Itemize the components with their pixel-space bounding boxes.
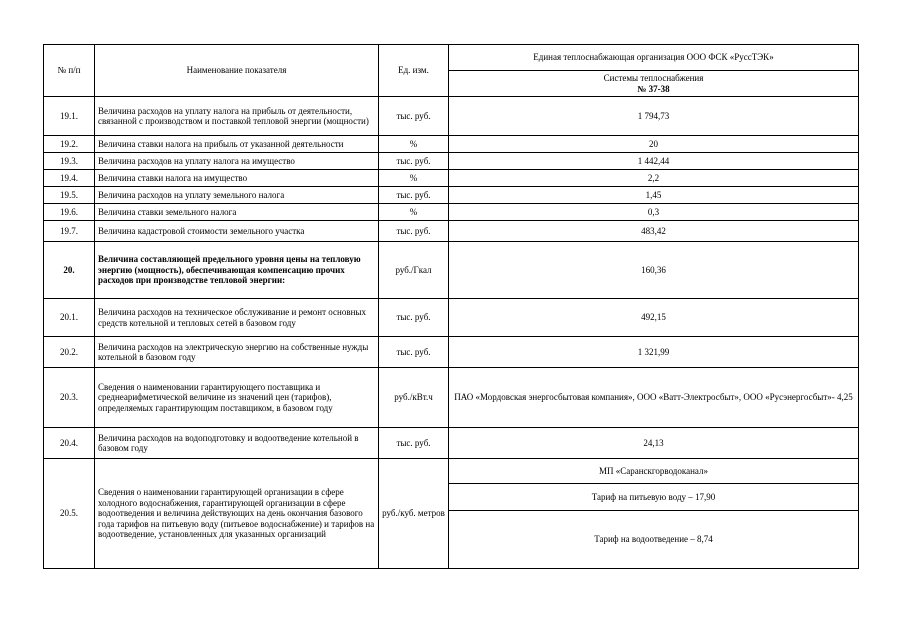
row-value: 160,36 [449, 242, 859, 299]
row-value: 1 442,44 [449, 153, 859, 170]
row-value: МП «Саранскгорводоканал» [449, 459, 859, 484]
row-unit: тыс. руб. [379, 153, 449, 170]
table-row [44, 368, 859, 428]
row-name: Величина расходов на уплату налога на прибыль от деятельности, связанной с производством и поставкой тепловой энергии (мощности) [95, 97, 379, 136]
row-num: 19.5. [44, 187, 95, 204]
row-value: 2,2 [449, 170, 859, 187]
row-num: 20.3. [44, 368, 95, 428]
table-row [44, 170, 859, 187]
row-unit: руб./Гкал [379, 242, 449, 299]
row-unit: тыс. руб. [379, 97, 449, 136]
row-value: 1 321,99 [449, 337, 859, 368]
row-unit: тыс. руб. [379, 428, 449, 459]
row-unit: % [379, 136, 449, 153]
tariff-table [43, 44, 859, 569]
header-unit: Ед. изм. [379, 45, 449, 97]
row-value: Тариф на водоотведение – 8,74 [449, 511, 859, 569]
row-name: Величина расходов на электрическую энергию на собственные нужды котельной в базовом году [95, 337, 379, 368]
row-name: Величина кадастровой стоимости земельного участка [95, 221, 379, 242]
row-num: 20.2. [44, 337, 95, 368]
row-value: 492,15 [449, 299, 859, 337]
row-num: 19.2. [44, 136, 95, 153]
row-value: 1,45 [449, 187, 859, 204]
row-value: Тариф на питьевую воду – 17,90 [449, 484, 859, 511]
row-num: 19.7. [44, 221, 95, 242]
row-unit: руб./куб. метров [379, 459, 449, 569]
row-num: 20. [44, 242, 95, 299]
row-unit: руб./кВт.ч [379, 368, 449, 428]
row-value: ПАО «Мордовская энергосбытовая компания», ООО «Ватт-Электросбыт», ООО «Русэнергосбыт»- 4,25 [449, 368, 859, 428]
row-num: 19.4. [44, 170, 95, 187]
header-name: Наименование показателя [95, 45, 379, 97]
row-unit: % [379, 170, 449, 187]
row-value: 1 794,73 [449, 97, 859, 136]
row-name: Величина расходов на техническое обслуживание и ремонт основных средств котельной и тепловых сетей в базовом году [95, 299, 379, 337]
row-name: Величина расходов на уплату земельного налога [95, 187, 379, 204]
row-name: Величина составляющей предельного уровня цены на тепловую энергию (мощность), обеспечивающая компенсацию прочих расходов при производстве тепловой энергии: [95, 242, 379, 299]
table-row [44, 221, 859, 242]
table-row [44, 242, 859, 299]
header-systems-line1: Системы теплоснабжения [603, 73, 704, 83]
row-unit: тыс. руб. [379, 337, 449, 368]
row-num: 19.3. [44, 153, 95, 170]
row-value: 20 [449, 136, 859, 153]
header-systems-line2: № 37-38 [637, 83, 670, 94]
row-unit: тыс. руб. [379, 187, 449, 204]
row-name: Сведения о наименовании гарантирующего поставщика и среднеарифметической величине из значений цен (тарифов), определяемых гарантирующим поставщиком, в базовом году [95, 368, 379, 428]
row-name: Величина ставки налога на имущество [95, 170, 379, 187]
row-name: Величина расходов на водоподготовку и водоотведение котельной в базовом году [95, 428, 379, 459]
table-row [44, 299, 859, 337]
row-unit: тыс. руб. [379, 299, 449, 337]
row-name: Величина ставки налога на прибыль от указанной деятельности [95, 136, 379, 153]
table-row [44, 428, 859, 459]
row-num: 20.4. [44, 428, 95, 459]
row-name: Величина ставки земельного налога [95, 204, 379, 221]
table-row [44, 153, 859, 170]
row-unit: тыс. руб. [379, 221, 449, 242]
row-num: 19.6. [44, 204, 95, 221]
table-row [44, 204, 859, 221]
header-num: № п/п [44, 45, 95, 97]
header-org: Единая теплоснабжающая организация ООО ФСК «РуссТЭК» [449, 45, 859, 71]
row-num: 19.1. [44, 97, 95, 136]
row-num: 20.1. [44, 299, 95, 337]
table-row [44, 337, 859, 368]
row-unit: % [379, 204, 449, 221]
table-row [44, 97, 859, 136]
row-name: Величина расходов на уплату налога на имущество [95, 153, 379, 170]
row-name: Сведения о наименовании гарантирующей организации в сфере холодного водоснабжения, гарантирующей организации в сфере водоотведения и величина действующих на день окончания базового года тарифов на питьевую воду (питьевое водоснабжение) и тарифов на водоотведение, установленных для указанных организаций [95, 459, 379, 569]
row-num: 20.5. [44, 459, 95, 569]
row-value: 483,42 [449, 221, 859, 242]
table-row [44, 136, 859, 153]
row-value: 0,3 [449, 204, 859, 221]
row-value: 24,13 [449, 428, 859, 459]
header-systems [449, 71, 859, 97]
table-row [44, 187, 859, 204]
